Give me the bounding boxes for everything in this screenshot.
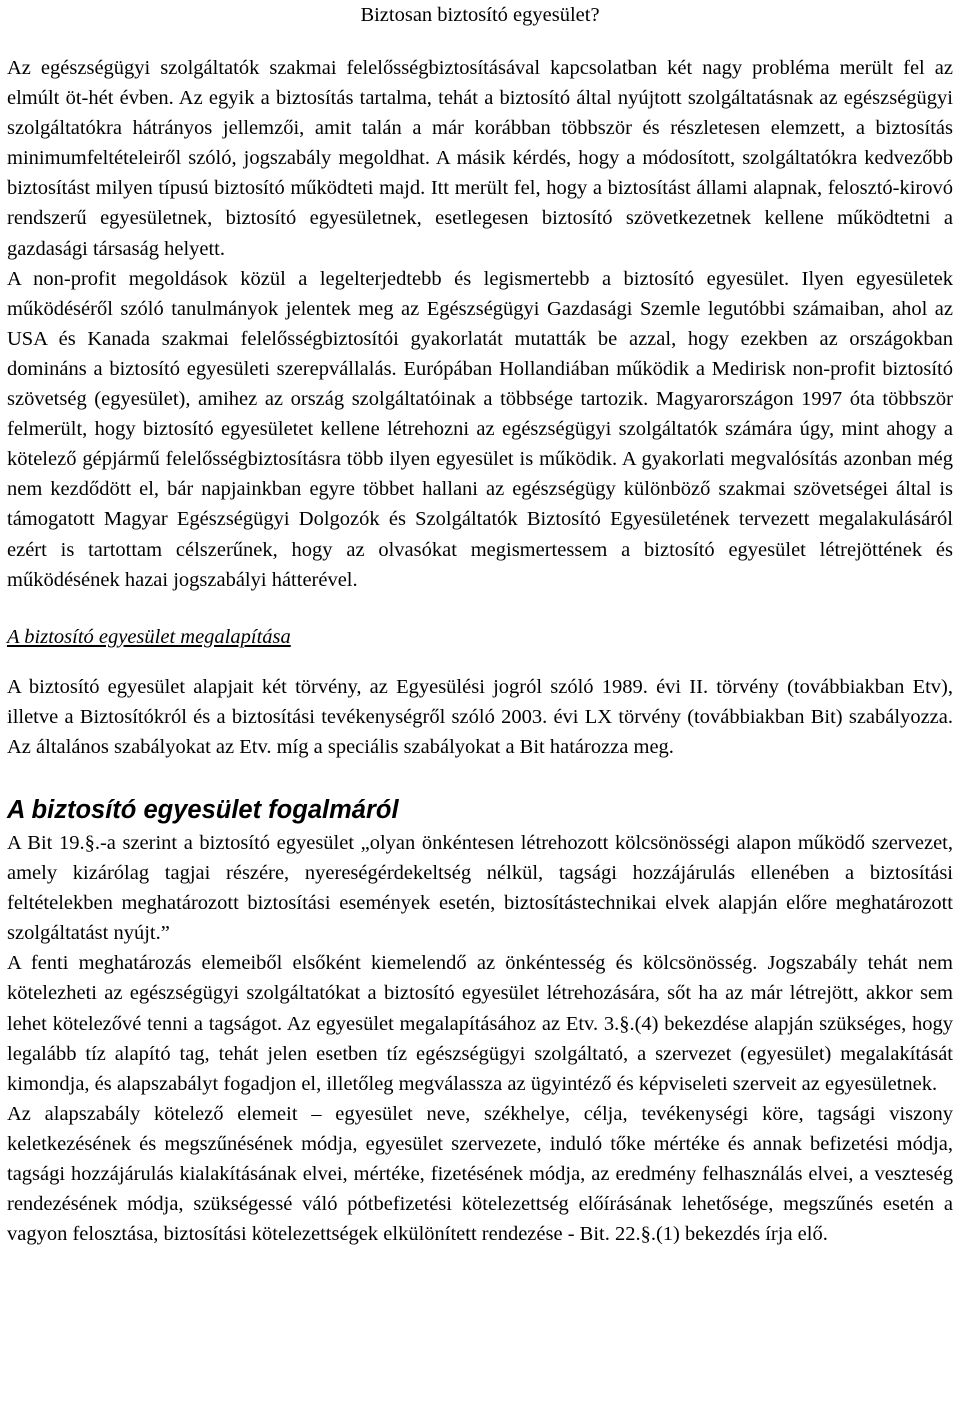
- concept-paragraph-3: Az alapszabály kötelező elemeit – egyesület neve, székhelye, célja, tevékenységi köre, tagsági viszony keletkezésének és megszűnésének módja, egyesület szervezete, induló tőke mértéke és annak befizetési módja, tagsági hozzájárulás kialakításának elvei, mértéke, fizetésének módja, az eredmény felhasználás elvei, a veszteség rendezésének módja, szükségessé váló pótbefizetési kötelezettség előírásának lehetősége, megszűnés esetén a vagyon felosztása, biztosítási kötelezettségek elkülönített rendezése - Bit. 22.§.(1) bekezdés írja elő.: [7, 1102, 953, 1246]
- document-title: Biztosan biztosító egyesület?: [360, 4, 600, 26]
- intro-paragraph-2: A non-profit megoldások közül a legelterjedtebb és legismertebb a biztosító egyesület. Ilyen egyesületek működéséről szóló tanulmányok jelentek meg az Egészségügyi Gazdasági Szemle legutóbbi számaiban, ahol az USA és Kanada szakmai felelősségbiztosítói gyakorlatát mutatták be azzal, hogy ezekben az országokban domináns a biztosító egyesületi szerepvállalás. Európában Hollandiában működik a Medirisk non-profit biztosító szövetség (egyesület), amihez az ország szolgáltatóinak a többsége tartozik. Magyarországon 1997 óta többször felmerült, hogy biztosító egyesületet kellene létrehozni az egészségügyi szolgáltatók számára úgy, mint ahogy a kötelező gépjármű felelősségbiztosításra több ilyen egyesület is működik. A gyakorlati megvalósítás azonban még nem kezdődött el, bár napjainkban egyre többet hallani az egészségügy különböző szakmai szövetségei által is támogatott Magyar Egészségügyi Dolgozók és Szolgáltatók Biztosító Egyesületének tervezett megalakulásáról ezért is tartottam célszerűnek, hogy az olvasókat megismertessem a biztosító egyesület létrejöttének és működésének hazai jogszabályi hátterével.: [7, 267, 953, 591]
- founding-paragraph: A biztosító egyesület alapjait két törvény, az Egyesülési jogról szóló 1989. évi II. törvény (továbbiakban Etv), illetve a Biztosítókról és a biztosítási tevékenységről szóló 2003. évi LX törvény (továbbiakban Bit) szabályozza. Az általános szabályokat az Etv. míg a speciális szabályokat a Bit határozza meg.: [7, 675, 953, 758]
- section-heading-founding: A biztosító egyesület megalapítása: [7, 625, 291, 648]
- section-heading-concept: A biztosító egyesület fogalmáról: [7, 795, 399, 824]
- concept-paragraph-1: A Bit 19.§.-a szerint a biztosító egyesület „olyan önkéntesen létrehozott kölcsönösségi alapon működő szervezet, amely kizárólag tagjai részére, nyereségérdekeltség nélkül, tagsági hozzájárulás ellenében a biztosítási feltételekben meghatározott biztosítási események esetén, biztosítástechnikai elvek alapján előre meghatározott szolgáltatást nyújt.”: [7, 831, 953, 945]
- document-page: [7, 0, 953, 1249]
- intro-paragraph-1: Az egészségügyi szolgáltatók szakmai felelősségbiztosításával kapcsolatban két nagy probléma merült fel az elmúlt öt-hét évben. Az egyik a biztosítás tartalma, tehát a biztosító által nyújtott szolgáltatásnak az egészségügyi szolgáltatókra hátrányos jellemzői, amit talán a már korábban többször és részletesen elemzett, a biztosítás minimumfeltételeiről szóló, jogszabály megoldhat. A másik kérdés, hogy a módosított, szolgáltatókra kedvezőbb biztosítást milyen típusú biztosító működteti majd. Itt merült fel, hogy a biztosítást állami alapnak, felosztó-kirovó rendszerű egyesületnek, biztosító egyesületnek, esetlegesen biztosító szövetkezetnek kellene működtetni a gazdasági társaság helyett.: [7, 57, 953, 260]
- concept-paragraph-2: A fenti meghatározás elemeiből elsőként kiemelendő az önkéntesség és kölcsönösség. Jogszabály tehát nem kötelezheti az egészségügyi szolgáltatókat a biztosító egyesület létrehozására, sőt ha az már létrejött, akkor sem lehet kötelezővé tenni a tagságot. Az egyesület megalapításához az Etv. 3.§.(4) bekezdése alapján szükséges, hogy legalább tíz alapító tag, tehát jelen esetben tíz egészségügyi szolgáltató, a szervezet (egyesület) megalakítását kimondja, és alapszabályt fogadjon el, illetőleg megválassza az ügyintéző és képviseleti szerveit az egyesületnek.: [7, 952, 953, 1095]
